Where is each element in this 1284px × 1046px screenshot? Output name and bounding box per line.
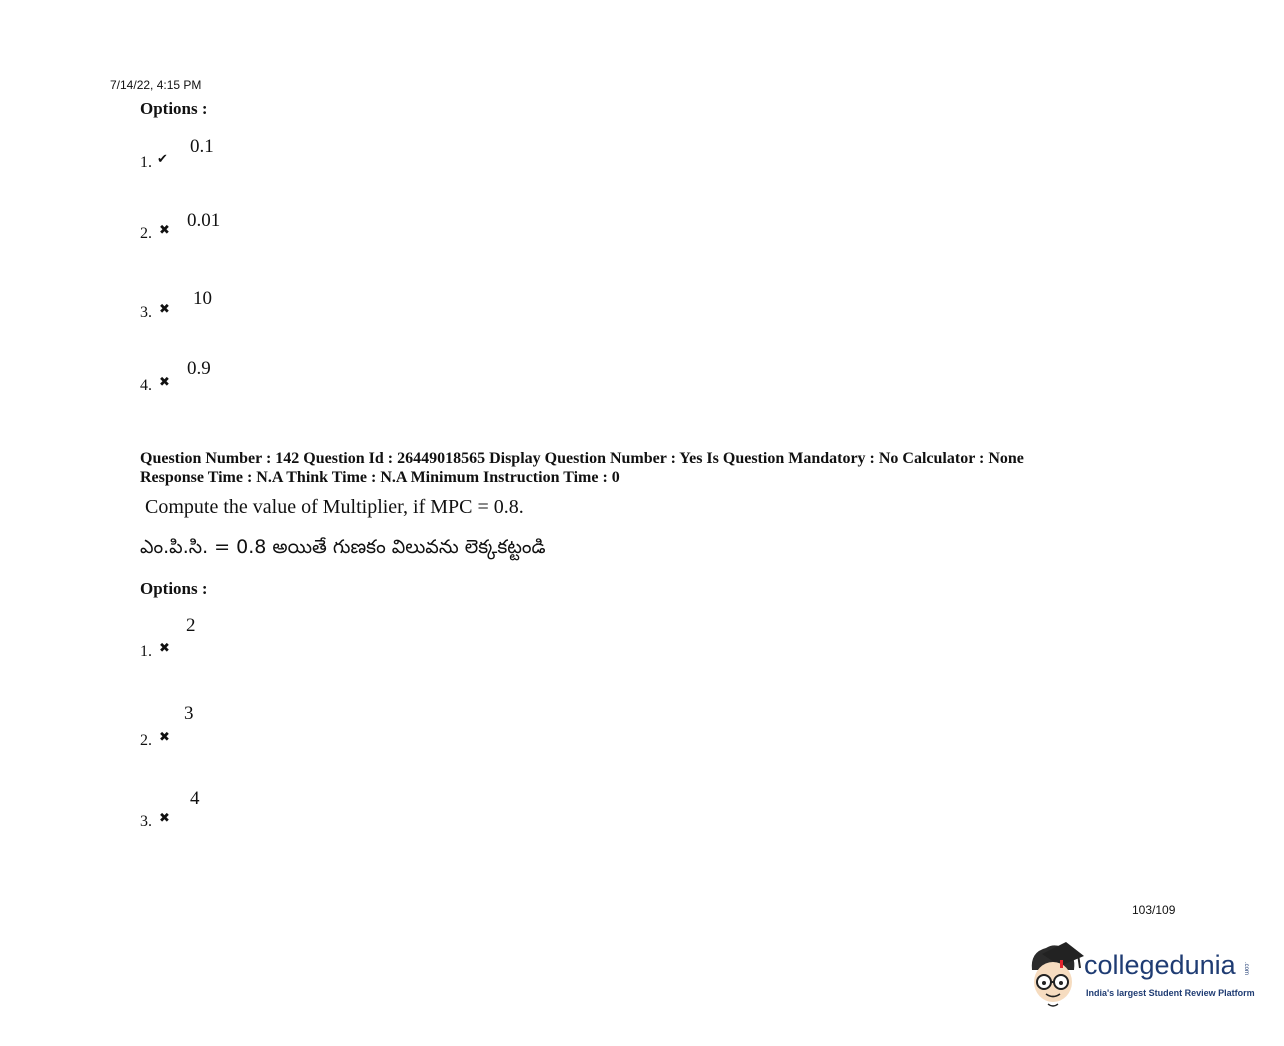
cross-icon: ✖ [159,302,170,317]
question-stem-telugu: ఎం.పి.సి. = 0.8 అయితే గుణకం విలువను లెక్కకట్టండి [140,536,546,558]
option-number: 2. [140,732,152,749]
option-number: 3. [140,304,152,321]
option-value: 3 [184,703,194,724]
option-value: 2 [186,615,196,636]
option-number: 2. [140,225,152,242]
option-number: 4. [140,377,152,394]
brand-tagline: India's largest Student Review Platform [1086,988,1255,998]
option-value: 0.1 [190,136,214,157]
collegedunia-logo [1026,940,1256,1010]
print-timestamp: 7/14/22, 4:15 PM [110,78,202,92]
option-value: 0.9 [187,358,211,379]
option-value: 4 [190,788,200,809]
options-heading: Options : [140,99,208,118]
cross-icon: ✖ [159,641,170,656]
cross-icon: ✖ [159,375,170,390]
question-meta-line-1: Question Number : 142 Question Id : 26449018565 Display Question Number : Yes Is Question Mandatory : No Calculator : None [140,450,1024,467]
check-icon: ✔ [157,152,168,167]
option-value: 0.01 [187,210,221,231]
option-number: 3. [140,813,152,830]
option-value: 10 [193,288,212,309]
brand-name: collegedunia [1084,950,1236,980]
options-heading: Options : [140,579,208,598]
option-number: 1. [140,154,152,171]
cross-icon: ✖ [159,730,170,745]
question-meta-line-2: Response Time : N.A Think Time : N.A Minimum Instruction Time : 0 [140,469,620,486]
question-stem-english: Compute the value of Multiplier, if MPC = 0.8. [145,496,524,518]
page-number: 103/109 [1132,903,1176,917]
mascot-icon [1026,940,1086,1010]
option-number: 1. [140,643,152,660]
cross-icon: ✖ [159,811,170,826]
cross-icon: ✖ [159,223,170,238]
brand-suffix: .com [1243,962,1249,976]
